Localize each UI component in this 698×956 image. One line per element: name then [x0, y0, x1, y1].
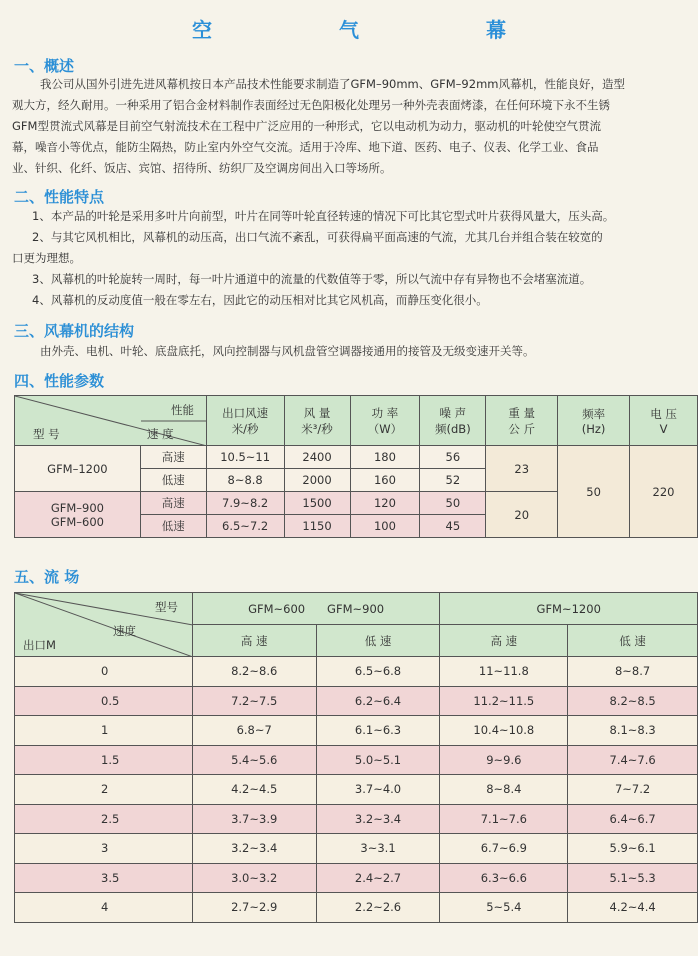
- corner-label-speed: 速 度: [147, 427, 174, 441]
- flow-corner-cell: [15, 593, 193, 657]
- distance-cell: 2: [15, 775, 193, 805]
- group-header-600-900: GFM~600 GFM~900: [192, 593, 440, 625]
- sub-header-low: 低 速: [316, 625, 440, 657]
- feature-line: 4、风幕机的反动度值一般在零左右，因此它的动压相对比其它风机高，而静压变化很小。: [32, 293, 488, 307]
- table-row: [15, 657, 698, 687]
- speed-cell: 3.7~4.0: [316, 775, 440, 805]
- frequency-cell: 50: [558, 446, 630, 538]
- speed-cell: 3.7~3.9: [192, 804, 316, 834]
- overview-line: 业、针织、化纤、饭店、宾馆、招待所、纺织厂及空调房间出入口等场所。: [12, 161, 392, 175]
- feature-line: 3、风幕机的叶轮旋转一周时，每一叶片通道中的流量的代数值等于零，所以气流中存有异物也不会堵塞流道。: [32, 272, 592, 286]
- table-row: [15, 716, 698, 746]
- speed-cell: 5.0~5.1: [316, 745, 440, 775]
- speed-cell: 6.4~6.7: [568, 804, 698, 834]
- flow-field-table: [14, 592, 698, 923]
- corner-label-model: 型号: [155, 600, 178, 614]
- speed-cell: 6.5~6.8: [316, 657, 440, 687]
- feature-line: 口更为理想。: [12, 251, 81, 265]
- speed-cell: 7.4~7.6: [568, 745, 698, 775]
- corner-label-speed: 速度: [113, 624, 136, 638]
- structure-line: 由外壳、电机、叶轮、底盘底托，风向控制器与风机盘管空调器接通用的接管及无级变速开关等。: [40, 344, 535, 358]
- overview-line: 观大方，经久耐用。一种采用了铝合金材料制作表面经过无色阳极化处理另一种外壳表面烤漆，在任何环境下永不生锈: [12, 98, 610, 112]
- power-cell: 160: [350, 469, 420, 492]
- speed-cell: 6.8~7: [192, 716, 316, 746]
- overview-line: GFM型贯流式风幕是目前空气射流技术在工程中广泛应用的一种形式，它以电动机为动力，驱动机的叶轮使空气贯流: [12, 119, 601, 133]
- feature-line: 2、与其它风机相比，风幕机的动压高，出口气流不紊乱，可获得扁平面高速的气流，尤其几台并组合装在较宽的: [32, 230, 603, 244]
- speed-cell: 2.2~2.6: [316, 893, 440, 923]
- params-corner-cell: [15, 396, 207, 446]
- table-row: [15, 893, 698, 923]
- bottom-decoration: [170, 938, 570, 956]
- model-cell: GFM–1200: [15, 446, 141, 492]
- overview-text: [12, 74, 692, 179]
- sub-header-high: 高 速: [192, 625, 316, 657]
- speed-cell: 7.2~7.5: [192, 686, 316, 716]
- distance-cell: 0: [15, 657, 193, 687]
- model-label: GFM–600: [50, 514, 104, 529]
- speed-cell: 3~3.1: [316, 834, 440, 864]
- table-row: [15, 863, 698, 893]
- distance-cell: 4: [15, 893, 193, 923]
- velocity-cell: 8~8.8: [206, 469, 284, 492]
- table-row: [15, 745, 698, 775]
- model-cell: [15, 492, 141, 538]
- features-text: [12, 206, 692, 311]
- corner-label-perf: 性能: [171, 403, 194, 417]
- group-header-1200: GFM~1200: [440, 593, 698, 625]
- volume-cell: 2000: [284, 469, 350, 492]
- speed-cell: 5~5.4: [440, 893, 568, 923]
- col-header-power: 功 率 （W）: [350, 396, 420, 446]
- power-cell: 100: [350, 515, 420, 538]
- voltage-cell: 220: [630, 446, 698, 538]
- speed-cell: 6.3~6.6: [440, 863, 568, 893]
- speed-cell: 8~8.4: [440, 775, 568, 805]
- structure-text: [12, 341, 692, 362]
- speed-cell: 6.2~6.4: [316, 686, 440, 716]
- sub-header-high: 高 速: [440, 625, 568, 657]
- col-header-volume: 风 量 米³/秒: [284, 396, 350, 446]
- velocity-cell: 6.5~7.2: [206, 515, 284, 538]
- col-header-voltage: 电 压 V: [630, 396, 698, 446]
- overview-line: 我公司从国外引进先进风幕机按日本产品技术性能要求制造了GFM–90mm、GFM–92mm风幕机，性能良好，造型: [40, 77, 625, 91]
- speed-cell: 10.4~10.8: [440, 716, 568, 746]
- flow-heading: 五、流 场: [14, 568, 80, 586]
- speed-cell: 9~9.6: [440, 745, 568, 775]
- distance-cell: 3: [15, 834, 193, 864]
- speed-cell: 6.1~6.3: [316, 716, 440, 746]
- table-row: [15, 686, 698, 716]
- page-title: 空 气 幕: [192, 18, 566, 42]
- speed-cell: 2.7~2.9: [192, 893, 316, 923]
- speed-cell: 8~8.7: [568, 657, 698, 687]
- velocity-cell: 7.9~8.2: [206, 492, 284, 515]
- distance-cell: 0.5: [15, 686, 193, 716]
- speed-cell: 高速: [140, 446, 206, 469]
- volume-cell: 1150: [284, 515, 350, 538]
- overview-heading: 一、概述: [14, 57, 75, 75]
- speed-cell: 7~7.2: [568, 775, 698, 805]
- noise-cell: 45: [420, 515, 486, 538]
- distance-cell: 1: [15, 716, 193, 746]
- distance-cell: 2.5: [15, 804, 193, 834]
- speed-cell: 高速: [140, 492, 206, 515]
- speed-cell: 3.2~3.4: [316, 804, 440, 834]
- features-heading: 二、性能特点: [14, 188, 105, 206]
- model-label: GFM–900: [50, 500, 104, 515]
- overview-line: 幕，噪音小等优点，能防尘隔热，防止室内外空气交流。适用于冷库、地下道、医药、电子、仪表、化学工业、食品: [12, 140, 599, 154]
- velocity-cell: 10.5~11: [206, 446, 284, 469]
- distance-cell: 3.5: [15, 863, 193, 893]
- speed-cell: 8.2~8.6: [192, 657, 316, 687]
- table-row: [15, 775, 698, 805]
- speed-cell: 3.0~3.2: [192, 863, 316, 893]
- col-header-weight: 重 量 公 斤: [486, 396, 558, 446]
- sub-header-low: 低 速: [568, 625, 698, 657]
- speed-cell: 4.2~4.4: [568, 893, 698, 923]
- table-row: [15, 804, 698, 834]
- speed-cell: 7.1~7.6: [440, 804, 568, 834]
- col-header-frequency: 频率 (Hz): [558, 396, 630, 446]
- performance-table: [14, 395, 698, 538]
- speed-cell: 4.2~4.5: [192, 775, 316, 805]
- table-row: [15, 446, 698, 469]
- speed-cell: 5.1~5.3: [568, 863, 698, 893]
- corner-label-distance: 出口M: [23, 638, 56, 652]
- power-cell: 120: [350, 492, 420, 515]
- distance-cell: 1.5: [15, 745, 193, 775]
- speed-cell: 8.1~8.3: [568, 716, 698, 746]
- structure-heading: 三、风幕机的结构: [14, 322, 135, 340]
- params-heading: 四、性能参数: [14, 372, 105, 390]
- speed-cell: 11.2~11.5: [440, 686, 568, 716]
- table-row: [15, 834, 698, 864]
- speed-cell: 6.7~6.9: [440, 834, 568, 864]
- weight-cell: 23: [486, 446, 558, 492]
- noise-cell: 56: [420, 446, 486, 469]
- speed-cell: 8.2~8.5: [568, 686, 698, 716]
- col-header-noise: 噪 声 频(dB): [420, 396, 486, 446]
- power-cell: 180: [350, 446, 420, 469]
- speed-cell: 3.2~3.4: [192, 834, 316, 864]
- speed-cell: 11~11.8: [440, 657, 568, 687]
- noise-cell: 52: [420, 469, 486, 492]
- weight-cell: 20: [486, 492, 558, 538]
- speed-cell: 5.9~6.1: [568, 834, 698, 864]
- col-header-velocity: 出口风速 米/秒: [206, 396, 284, 446]
- speed-cell: 5.4~5.6: [192, 745, 316, 775]
- volume-cell: 1500: [284, 492, 350, 515]
- speed-cell: 2.4~2.7: [316, 863, 440, 893]
- feature-line: 1、本产品的叶轮是采用多叶片向前型，叶片在同等叶轮直径转速的情况下可比其它型式叶片获得风量大，压头高。: [32, 209, 615, 223]
- speed-cell: 低速: [140, 469, 206, 492]
- noise-cell: 50: [420, 492, 486, 515]
- volume-cell: 2400: [284, 446, 350, 469]
- speed-cell: 低速: [140, 515, 206, 538]
- corner-label-model: 型 号: [33, 427, 60, 441]
